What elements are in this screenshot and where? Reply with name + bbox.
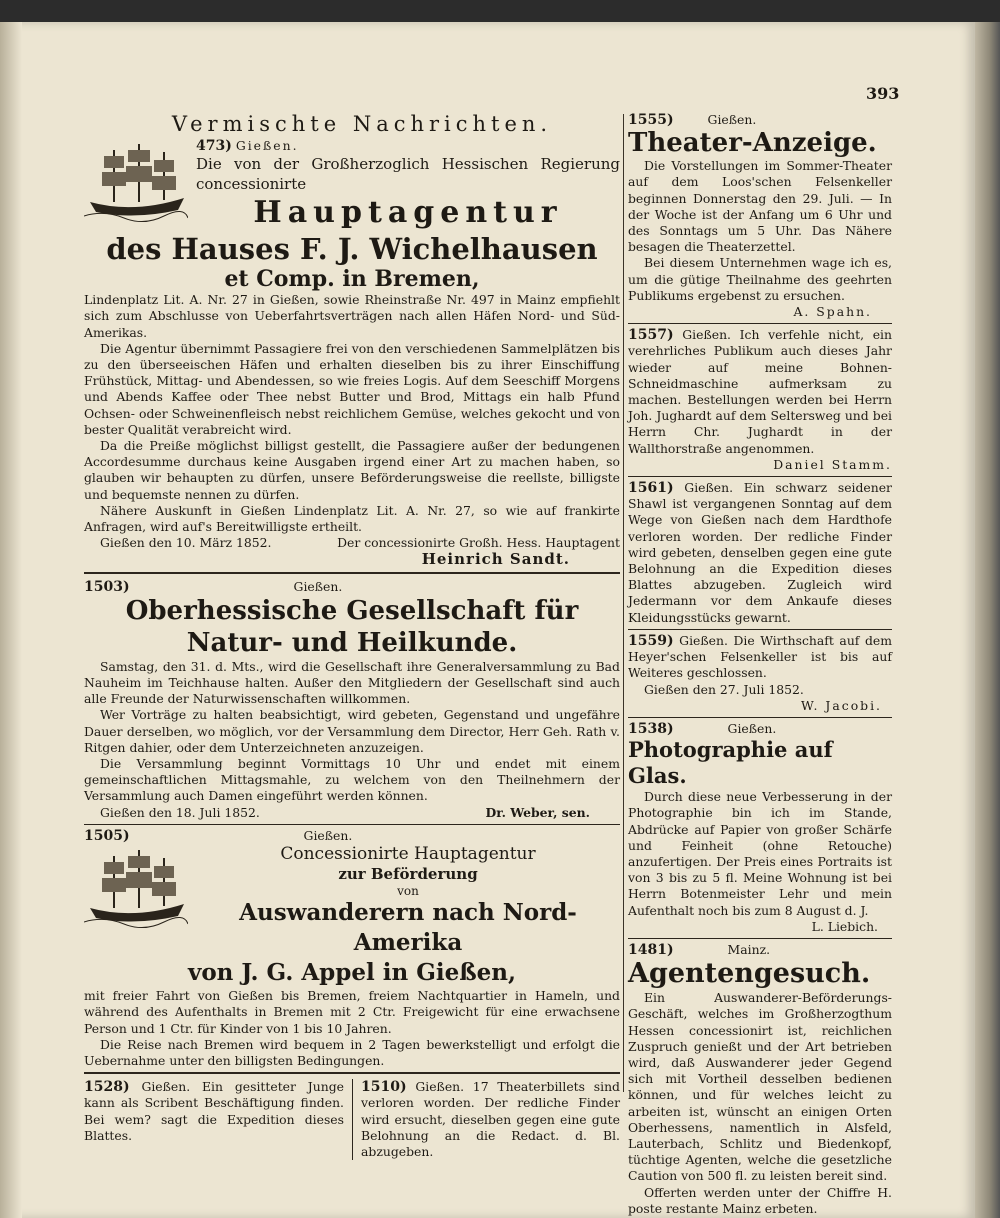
ad-paragraph: Offerten werden unter der Chiffre H. poste restante Mainz erbeten. (628, 1184, 892, 1216)
ad-title: Agentengesuch. (628, 958, 871, 990)
ad-1557 (628, 327, 892, 473)
left-column (84, 112, 620, 1160)
ad-paragraph: mit freier Fahrt von Gießen bis Bremen, freiem Nachtquartier in Hameln, und während des Aufenthalts in Bremen mit 2 Ctr. Freigewicht für eine erwachsene Person und 1 Ctr. für Kinder von 1 bis 10 Jahren. (84, 988, 620, 1036)
ad-title-3: et Comp. in Bremen, (224, 266, 480, 293)
ad-1559 (628, 633, 892, 714)
separator (628, 938, 892, 939)
ad-place: Gießen. (727, 720, 777, 736)
ad-1505 (84, 828, 620, 1069)
ad-paragraph: Die Vorstellungen im Sommer-Theater auf dem Loos'schen Felsenkeller beginnen Donnerstag den 29. Juli. — In der Woche ist der Anfang um 6 Uhr und des Sonntags um 5 Uhr. Das Nähere besagen die Theaterzettel. (628, 158, 892, 255)
ad-place: Mainz. (727, 941, 771, 957)
ad-paragraph: Ein Auswanderer-Beförderungs-Geschäft, welches im Großherzogthum Hessen concessionirt ist, reichlichen Zuspruch genießt und der Art betrieben wird, daß Auswanderer jeder Gegend sich mit Vortheil desselben bedienen können, und für welches leicht zu arbeiten ist, wünscht an einigen Orten Oberhessens, namentlich in Alsfeld, Lauterbach, Schlitz und Biedenkopf, tüchtige Agenten, welche die gesetzliche Caution von 500 fl. zu leisten bereit sind. (628, 990, 892, 1184)
right-column (628, 112, 892, 1217)
ad-signer: Daniel Stamm. (773, 456, 892, 472)
separator (628, 717, 892, 718)
ad-1481 (628, 942, 892, 1217)
ad-paragraph: Die Versammlung beginnt Vormittags 10 Uhr und endet mit einem gemeinschaftlichen Mittagsmahle, zu welchem von den Theilnehmern der Versammlung auch Damen eingeführt werden können. (84, 756, 620, 804)
ad-signer: Heinrich Sandt. (421, 550, 570, 569)
ad-paragraph: Nähere Auskunft in Gießen Lindenplatz Lit. A. Nr. 27, so wie auf frankirte Anfragen, wird auf's Bereitwilligste ertheilt. (84, 502, 620, 535)
ad-number: 1503) (84, 578, 130, 595)
ad-number: 473) (196, 138, 232, 154)
section-title: Vermischte Nachrichten. (171, 112, 553, 136)
ad-title: Theater-Anzeige. (628, 128, 877, 159)
ad-1503 (84, 579, 620, 821)
ad-line: von (397, 884, 419, 899)
ad-number: 1559) (628, 632, 674, 649)
ship-illustration (84, 140, 188, 224)
ad-signer: L. Liebich. (811, 918, 878, 934)
ad-text: Gießen. Ich verfehle nicht, ein verehrliches Publikum auch dieses Jahr wieder auf meine Bohnen-Schneidmaschine aufmerksam zu machen. Bestellungen werden bei Herrn Joh. Jughardt auf dem Seltersweg und bei Herrn Chr. Jughardt in der Wallthorstraße angenommen. (628, 327, 892, 456)
ad-paragraph: Bei diesem Unternehmen wage ich es, um die gütige Theilnahme des geehrten Publikums ergebenst zu ersuchen. (628, 255, 892, 303)
ad-signer: Dr. Weber, sen. (485, 804, 590, 820)
separator (84, 1072, 620, 1074)
ad-number: 1557) (628, 327, 674, 344)
ad-place: Gießen. (293, 578, 343, 594)
separator (84, 824, 620, 825)
separator (84, 572, 620, 574)
ad-signer: A. Spahn. (793, 304, 872, 320)
ad-line: zur Beförderung (338, 865, 478, 884)
ad-paragraph: Wer Vorträge zu halten beabsichtigt, wird gebeten, Gegenstand und ungefähre Dauer derselben, wo möglich, vor der Versammlung dem Director, Herr Geh. Rath v. Ritgen dahier, oder dem Unterzeichneten anzuzeigen. (84, 707, 620, 755)
ad-1555 (628, 112, 892, 320)
ad-signer: W. Jacobi. (800, 697, 882, 713)
ad-1528 (84, 1079, 352, 1160)
ad-title-2: von J. G. Appel in Gießen, (187, 959, 517, 987)
ad-1561 (628, 480, 892, 626)
ad-title: Oberhessische Gesellschaft für Natur- und Heilkunde. (125, 595, 579, 658)
ad-title-2: des Hauses F. J. Wichelhausen (106, 232, 598, 267)
ad-number: 1561) (628, 480, 674, 497)
ad-line: Concessionirte Hauptagentur (280, 844, 536, 865)
ad-1538 (628, 721, 892, 935)
ad-paragraph: Die Agentur übernimmt Passagiere frei von den verschiedenen Sammelplätzen bis zu den überseeischen Häfen und erhalten dieselben bis zu ihrer Einschiffung Frühstück, Mittag- und Abendessen, so wie freies Logis. Auf dem Seeschiff Morgens und Abends Kaffee oder Thee nebst Butter und Brod, Mittags ein halb Pfund Ochsen- oder Schweinenfleisch nebst reichlichem Gemüse, welches gekocht und von bester Qualität verabreicht wird. (84, 340, 620, 437)
ad-title: Photographie auf Glas. (628, 737, 833, 789)
ad-text: Gießen. 17 Theaterbillets sind verloren worden. Der redliche Finder wird ersucht, dieselben gegen eine gute Belohnung an die Redact. d. Bl. abzugeben. (361, 1079, 620, 1159)
separator (628, 629, 892, 630)
ad-title: Auswanderern nach Nord-Amerika (239, 899, 577, 957)
ad-number: 1510) (361, 1079, 407, 1096)
ad-dateline: Gießen den 27. Juli 1852. (644, 681, 804, 697)
column-divider (623, 114, 624, 1092)
ad-intro: Die von der Großherzoglich Hessischen Regierung concessionirte (196, 155, 620, 194)
ad-text: Gießen. Ein gesitteter Junge kann als Scribent Beschäftigung finden. Bei wem? sagt die Expedition dieses Blattes. (84, 1079, 344, 1143)
page-edge (975, 22, 1000, 1218)
ad-473 (84, 138, 620, 569)
ad-number: 1555) (628, 112, 674, 128)
small-ads-row (84, 1079, 620, 1160)
ship-illustration (84, 846, 188, 930)
ad-dateline: Gießen den 10. März 1852. (100, 535, 272, 551)
ad-number: 1505) (84, 827, 130, 844)
ad-signer-role: Der concessionirte Großh. Hess. Hauptagent (337, 535, 620, 551)
ad-1510 (352, 1079, 620, 1160)
ad-number: 1528) (84, 1079, 130, 1096)
ad-number: 1481) (628, 941, 674, 958)
ad-paragraph: Lindenplatz Lit. A. Nr. 27 in Gießen, sowie Rheinstraße Nr. 497 in Mainz empfiehlt sich zum Abschlusse von Ueberfahrtsverträgen nach allen Häfen Nord- und Süd-Amerikas. (84, 292, 620, 340)
ad-dateline: Gießen den 18. Juli 1852. (100, 804, 260, 820)
ad-place: Gießen. (235, 138, 299, 153)
ad-paragraph: Durch diese neue Verbesserung in der Photographie bin ich im Stande, Abdrücke auf Papier von großer Schärfe und Feinheit (ohne Retouche) anzufertigen. Der Preis eines Portraits ist von 3 bis zu 5 fl. Meine Wohnung ist bei Herrn Botenmeister Lehr und mein Aufenthalt noch bis zum 8 August d. J. (628, 789, 892, 918)
ad-paragraph: Da die Preiße möglichst billigst gestellt, die Passagiere außer der bedungenen Accordesumme durchaus keine Ausgaben irgend einer Art zu machen haben, so glauben wir behaupten zu dürfen, unsere Beförderungsweise die reellste, billigste und bequemste nennen zu dürfen. (84, 438, 620, 502)
ad-text: Gießen. Die Wirthschaft auf dem Heyer'schen Felsenkeller ist bis auf Weiteres geschlossen. (628, 632, 892, 681)
ad-paragraph: Samstag, den 31. d. Mts., wird die Gesellschaft ihre Generalversammlung zu Bad Nauheim im Teichhause halten. Außer den Mitgliedern der Gesellschaft sind auch alle Freunde der Naturwissenschaften willkommen. (84, 658, 620, 707)
page-binding-shadow (0, 22, 22, 1218)
page-number: 393 (866, 84, 900, 103)
ad-place: Gießen. (707, 112, 757, 127)
ad-paragraph: Die Reise nach Bremen wird bequem in 2 Tagen bewerkstelligt und erfolgt die Uebernahme unter den billigsten Bedingungen. (84, 1036, 620, 1068)
ad-number: 1538) (628, 720, 674, 737)
ad-text: Gießen. Ein schwarz seidener Shawl ist vergangenen Sonntag auf dem Wege von Gießen nach dem Hardthofe verloren worden. Der redliche Finder wird gebeten, denselben gegen eine gute Belohnung an die Expedition dieses Blattes abzugeben. Zugleich wird Jedermann vor dem Ankaufe dieses Kleidungsstücks gewarnt. (628, 480, 892, 625)
separator (628, 476, 892, 477)
separator (628, 323, 892, 324)
ad-title: Hauptagentur (253, 195, 563, 231)
ad-place: Gießen. (303, 827, 353, 843)
